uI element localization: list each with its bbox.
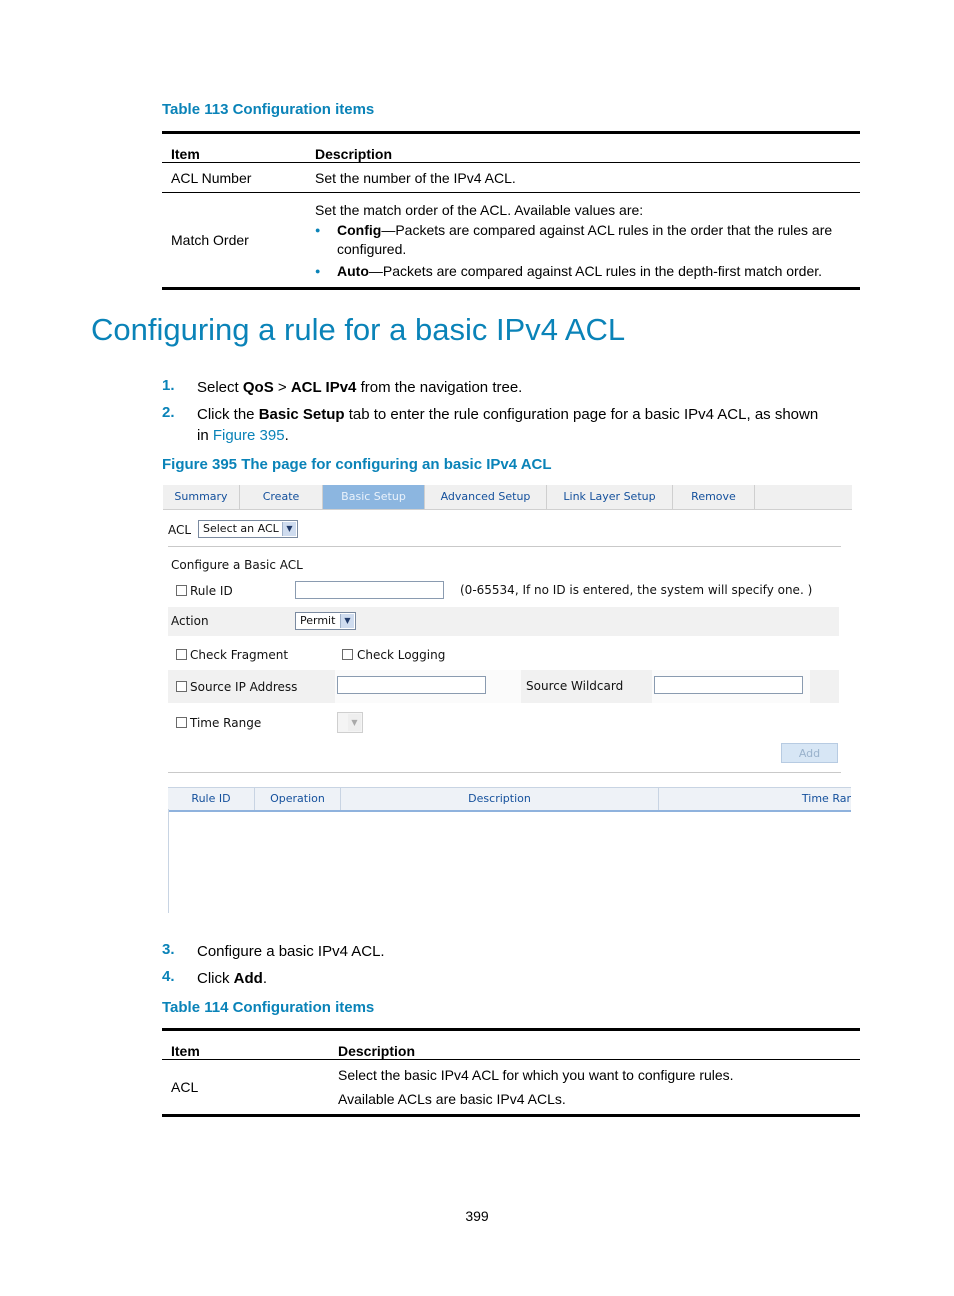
step-text: tab to enter the rule configuration page for a basic IPv4 ACL, as shown	[344, 406, 819, 423]
source-wildcard-label: Source Wildcard	[526, 679, 624, 693]
table-114-caption: Table 114 Configuration items	[162, 999, 375, 1016]
chevron-down-icon: ▼	[348, 714, 361, 731]
table-113-cell-description: Set the number of the IPv4 ACL.	[306, 163, 860, 193]
action-label: Action	[171, 614, 209, 628]
add-button[interactable]: Add	[781, 743, 838, 763]
time-range-label: Time Range	[190, 716, 262, 730]
action-select-value: Permit	[300, 614, 336, 627]
step-number: 4.	[162, 968, 175, 985]
figure-caption: Figure 395 The page for configuring an basic IPv4 ACL	[162, 456, 552, 473]
table-113-cell-item: ACL Number	[162, 163, 306, 193]
step-text: .	[284, 427, 289, 444]
step-bold: QoS	[242, 379, 274, 396]
check-logging-label: Check Logging	[357, 648, 446, 662]
step-number: 1.	[162, 377, 175, 394]
grid-col-operation[interactable]: Operation	[255, 788, 341, 810]
tab-advanced-setup[interactable]: Advanced Setup	[425, 485, 547, 509]
check-logging-checkbox[interactable]	[342, 649, 353, 660]
grid-col-description[interactable]: Description	[341, 788, 659, 810]
table-113-cell-item: Match Order	[162, 193, 306, 289]
source-ip-label: Source IP Address	[190, 680, 298, 694]
section-title: Configure a Basic ACL	[171, 558, 303, 572]
list-item	[162, 968, 852, 995]
table-114-cell-description-line: Select the basic IPv4 ACL for which you want to configure rules.	[338, 1067, 734, 1083]
rules-grid-header	[168, 787, 851, 812]
tab-basic-setup[interactable]: Basic Setup	[323, 485, 425, 509]
list-item	[162, 404, 852, 448]
table-113-header-item: Item	[162, 133, 306, 163]
table-114-header-item: Item	[162, 1030, 329, 1060]
table-114-cell-item: ACL	[162, 1060, 329, 1116]
source-ip-input[interactable]	[337, 676, 486, 694]
rule-id-hint: (0-65534, If no ID is entered, the system will specify one. )	[460, 583, 813, 597]
match-order-values-list	[315, 221, 851, 281]
steps-list	[162, 377, 852, 448]
chevron-down-icon: ▼	[282, 522, 296, 536]
list-item	[162, 377, 852, 404]
rule-id-input[interactable]	[295, 581, 444, 599]
tab-create[interactable]: Create	[240, 485, 323, 509]
source-ip-checkbox[interactable]	[176, 681, 187, 692]
check-fragment-checkbox[interactable]	[176, 649, 187, 660]
source-wildcard-input[interactable]	[654, 676, 803, 694]
tab-link-layer-setup[interactable]: Link Layer Setup	[547, 485, 673, 509]
list-item	[337, 221, 851, 259]
bullet-text: —Packets are compared against ACL rules in the depth-first match order.	[368, 262, 823, 279]
step-text: >	[273, 379, 291, 396]
acl-select-value: Select an ACL	[203, 522, 279, 535]
time-range-checkbox[interactable]	[176, 717, 187, 728]
bullet-term: Auto	[337, 262, 369, 279]
step-number: 3.	[162, 941, 175, 958]
table-113	[162, 131, 860, 290]
action-select[interactable]	[295, 612, 356, 630]
rule-id-checkbox[interactable]	[176, 585, 187, 596]
figure-link[interactable]: Figure 395	[212, 427, 285, 444]
grid-col-rule-id[interactable]: Rule ID	[168, 788, 255, 810]
table-113-cell-description: Set the match order of the ACL. Available values are:	[315, 201, 644, 218]
step-bold: ACL IPv4	[290, 379, 357, 396]
table-114-header-description: Description	[329, 1030, 860, 1060]
grid-col-time-range[interactable]: Time Rar	[801, 792, 851, 805]
step-number: 2.	[162, 404, 175, 421]
page-number: 399	[465, 1208, 489, 1224]
step-text: Click the	[197, 406, 259, 423]
rule-id-label: Rule ID	[190, 584, 233, 598]
acl-select[interactable]	[198, 520, 298, 538]
step-text: Click	[197, 970, 234, 987]
acl-label: ACL	[168, 523, 192, 537]
step-bold: Basic Setup	[258, 406, 345, 423]
time-range-select[interactable]	[337, 712, 363, 733]
step-bold: Add	[233, 970, 263, 987]
steps-list	[162, 941, 852, 995]
table-113-caption: Table 113 Configuration items	[162, 101, 375, 118]
table-114-cell-description-line: Available ACLs are basic IPv4 ACLs.	[338, 1091, 566, 1107]
step-text: Select	[197, 379, 243, 396]
step-text: in	[197, 427, 213, 444]
step-text: .	[262, 970, 268, 987]
bullet-term: Config	[337, 221, 382, 238]
action-row	[168, 607, 839, 636]
list-item	[337, 262, 851, 281]
list-item	[162, 941, 852, 968]
check-fragment-label: Check Fragment	[190, 648, 289, 662]
step-text: from the navigation tree.	[356, 379, 523, 396]
tab-bar	[163, 485, 852, 510]
tab-remove[interactable]: Remove	[673, 485, 755, 509]
tab-summary[interactable]: Summary	[163, 485, 240, 509]
step-text: Configure a basic IPv4 ACL.	[197, 943, 385, 960]
table-113-header-description: Description	[306, 133, 860, 163]
grid-border	[168, 809, 169, 913]
table-114	[162, 1028, 860, 1117]
divider	[168, 772, 841, 773]
section-heading: Configuring a rule for a basic IPv4 ACL	[91, 312, 626, 347]
chevron-down-icon: ▼	[340, 614, 354, 628]
bullet-text: —Packets are compared against ACL rules in the order that the rules are configured.	[337, 221, 833, 257]
divider	[168, 546, 841, 547]
